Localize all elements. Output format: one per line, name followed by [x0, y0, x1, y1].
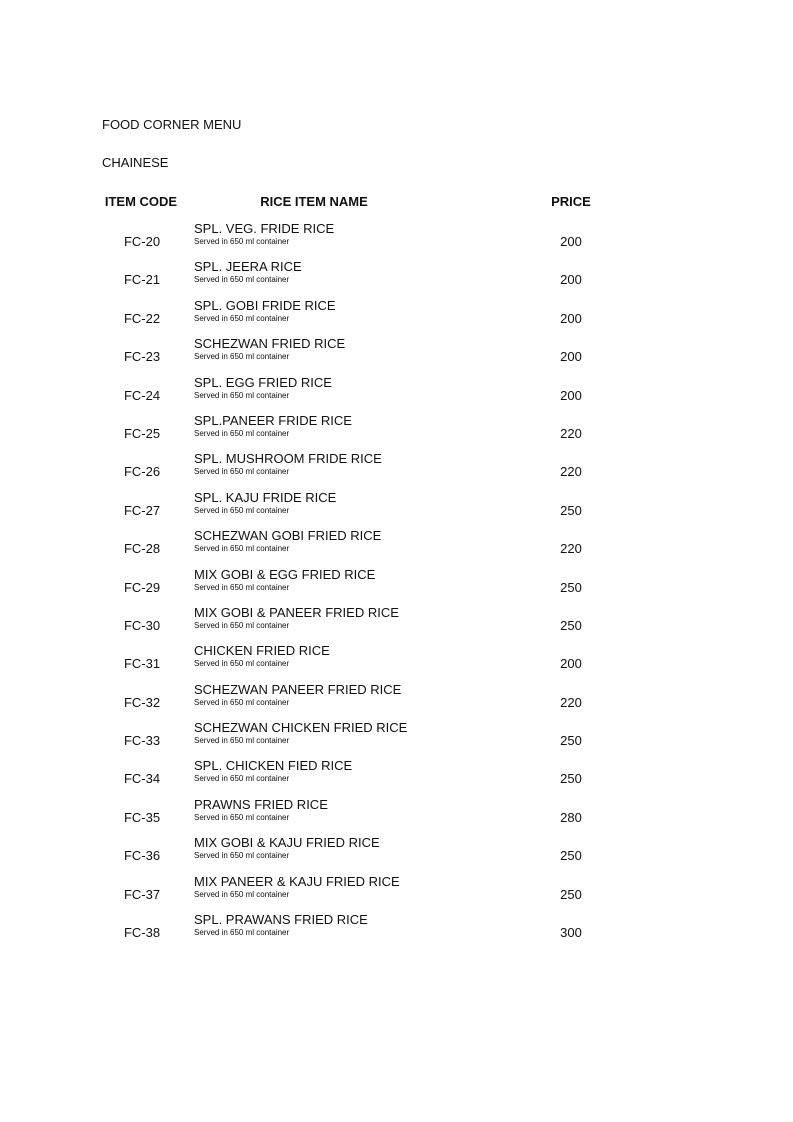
menu-table — [100, 191, 620, 950]
item-code: FC-28 — [123, 541, 161, 557]
item-serving-note: Served in 650 ml container — [194, 582, 290, 592]
item-price: 250 — [560, 848, 582, 864]
item-name-cell — [194, 643, 524, 669]
item-code: FC-22 — [123, 310, 161, 326]
item-name: SPL.PANEER FRIDE RICE — [194, 412, 352, 428]
item-name: SCHEZWAN GOBI FRIED RICE — [194, 528, 382, 544]
item-code: FC-30 — [123, 617, 161, 633]
item-name-cell — [194, 259, 524, 285]
item-price: 200 — [560, 349, 582, 365]
item-name: CHICKEN FRIED RICE — [194, 643, 330, 659]
item-name: SPL. EGG FRIED RICE — [194, 374, 332, 390]
item-name-cell — [194, 413, 524, 439]
item-name-cell — [194, 567, 524, 593]
item-serving-note: Served in 650 ml container — [194, 237, 290, 246]
item-name: SPL. GOBI FRIDE RICE — [194, 297, 336, 313]
item-price: 200 — [560, 310, 582, 326]
table-row — [100, 375, 620, 413]
table-body — [100, 221, 620, 950]
item-serving-note: Served in 650 ml container — [194, 620, 290, 630]
table-row — [100, 912, 620, 950]
item-name: MIX GOBI & EGG FRIED RICE — [194, 566, 376, 582]
item-code: FC-24 — [123, 387, 161, 403]
item-price: 200 — [560, 656, 582, 672]
item-price: 250 — [560, 733, 582, 749]
table-row — [100, 682, 620, 720]
page-title: FOOD CORNER MENU — [102, 117, 242, 132]
item-code: FC-35 — [123, 809, 161, 825]
item-code: FC-21 — [123, 272, 161, 288]
item-code: FC-29 — [123, 579, 161, 595]
item-price: 250 — [560, 502, 582, 518]
item-serving-note: Served in 650 ml container — [194, 851, 290, 861]
item-code: FC-26 — [123, 464, 161, 480]
table-row — [100, 298, 620, 336]
item-code: FC-27 — [123, 502, 161, 518]
item-code: FC-32 — [123, 694, 161, 710]
item-price: 250 — [560, 771, 582, 787]
item-code: FC-23 — [123, 349, 161, 365]
item-serving-note: Served in 650 ml container — [194, 812, 290, 822]
table-row — [100, 221, 620, 259]
item-name: PRAWNS FRIED RICE — [194, 796, 328, 812]
item-price: 220 — [560, 464, 582, 480]
header-item-code: ITEM CODE — [104, 194, 178, 209]
item-name-cell — [194, 758, 524, 784]
item-price: 200 — [560, 272, 582, 288]
table-header-row — [100, 191, 620, 213]
item-price: 250 — [560, 886, 582, 902]
item-price: 250 — [560, 579, 582, 595]
table-row — [100, 490, 620, 528]
item-code: FC-34 — [123, 771, 161, 787]
item-name: MIX GOBI & KAJU FRIED RICE — [194, 835, 380, 851]
item-name-cell — [194, 528, 524, 554]
table-row — [100, 605, 620, 643]
item-name-cell — [194, 720, 524, 746]
item-name-cell — [194, 375, 524, 401]
table-row — [100, 758, 620, 796]
item-name: SCHEZWAN CHICKEN FRIED RICE — [194, 720, 408, 736]
item-serving-note: Served in 650 ml container — [194, 774, 290, 784]
table-row — [100, 567, 620, 605]
item-name-cell — [194, 605, 524, 631]
item-serving-note: Served in 650 ml container — [194, 313, 290, 323]
item-price: 280 — [560, 809, 582, 825]
item-price: 200 — [560, 387, 582, 403]
item-price: 220 — [560, 541, 582, 557]
item-code: FC-36 — [123, 848, 161, 864]
item-code: FC-25 — [123, 425, 161, 441]
item-price: 220 — [560, 694, 582, 710]
item-serving-note: Served in 650 ml container — [194, 736, 290, 746]
item-serving-note: Served in 650 ml container — [194, 659, 290, 669]
table-row — [100, 835, 620, 873]
item-name: SPL. MUSHROOM FRIDE RICE — [194, 451, 382, 467]
item-name-cell — [194, 797, 524, 823]
item-serving-note: Served in 650 ml container — [194, 390, 290, 400]
item-name: SPL. KAJU FRIDE RICE — [194, 489, 337, 505]
item-name: MIX PANEER & KAJU FRIED RICE — [194, 873, 400, 889]
item-code: FC-20 — [123, 234, 161, 249]
item-name: MIX GOBI & PANEER FRIED RICE — [194, 604, 399, 620]
item-code: FC-37 — [123, 886, 161, 902]
item-name-cell — [194, 451, 524, 477]
item-name-cell — [194, 682, 524, 708]
table-row — [100, 797, 620, 835]
item-price: 220 — [560, 425, 582, 441]
item-serving-note: Served in 650 ml container — [194, 544, 290, 554]
header-item-name: RICE ITEM NAME — [260, 194, 368, 209]
item-name: SPL. PRAWANS FRIED RICE — [194, 912, 368, 928]
item-name: SPL. CHICKEN FIED RICE — [194, 758, 353, 774]
item-serving-note: Served in 650 ml container — [194, 428, 290, 438]
item-name: SCHEZWAN PANEER FRIED RICE — [194, 681, 402, 697]
item-code: FC-38 — [123, 925, 161, 941]
section-title: CHAINESE — [102, 155, 169, 170]
item-name-cell — [194, 874, 524, 900]
item-name-cell — [194, 336, 524, 362]
header-price: PRICE — [551, 194, 591, 209]
item-name-cell — [194, 221, 524, 247]
item-code: FC-31 — [123, 656, 161, 672]
table-row — [100, 451, 620, 489]
item-name-cell — [194, 835, 524, 861]
item-price: 300 — [560, 925, 582, 941]
table-row — [100, 336, 620, 374]
table-row — [100, 413, 620, 451]
item-price: 250 — [560, 617, 582, 633]
table-row — [100, 528, 620, 566]
item-name: SPL. JEERA RICE — [194, 259, 302, 275]
item-serving-note: Served in 650 ml container — [194, 889, 290, 899]
item-code: FC-33 — [123, 733, 161, 749]
table-row — [100, 874, 620, 912]
table-row — [100, 259, 620, 297]
item-serving-note: Served in 650 ml container — [194, 275, 290, 285]
item-name-cell — [194, 298, 524, 324]
item-price: 200 — [560, 234, 582, 249]
table-row — [100, 643, 620, 681]
item-serving-note: Served in 650 ml container — [194, 505, 290, 515]
item-name-cell — [194, 912, 524, 938]
table-row — [100, 720, 620, 758]
item-serving-note: Served in 650 ml container — [194, 928, 290, 938]
item-serving-note: Served in 650 ml container — [194, 697, 290, 707]
item-serving-note: Served in 650 ml container — [194, 352, 290, 362]
item-name: SPL. VEG. FRIDE RICE — [194, 221, 335, 236]
item-name: SCHEZWAN FRIED RICE — [194, 336, 346, 352]
item-serving-note: Served in 650 ml container — [194, 467, 290, 477]
item-name-cell — [194, 490, 524, 516]
